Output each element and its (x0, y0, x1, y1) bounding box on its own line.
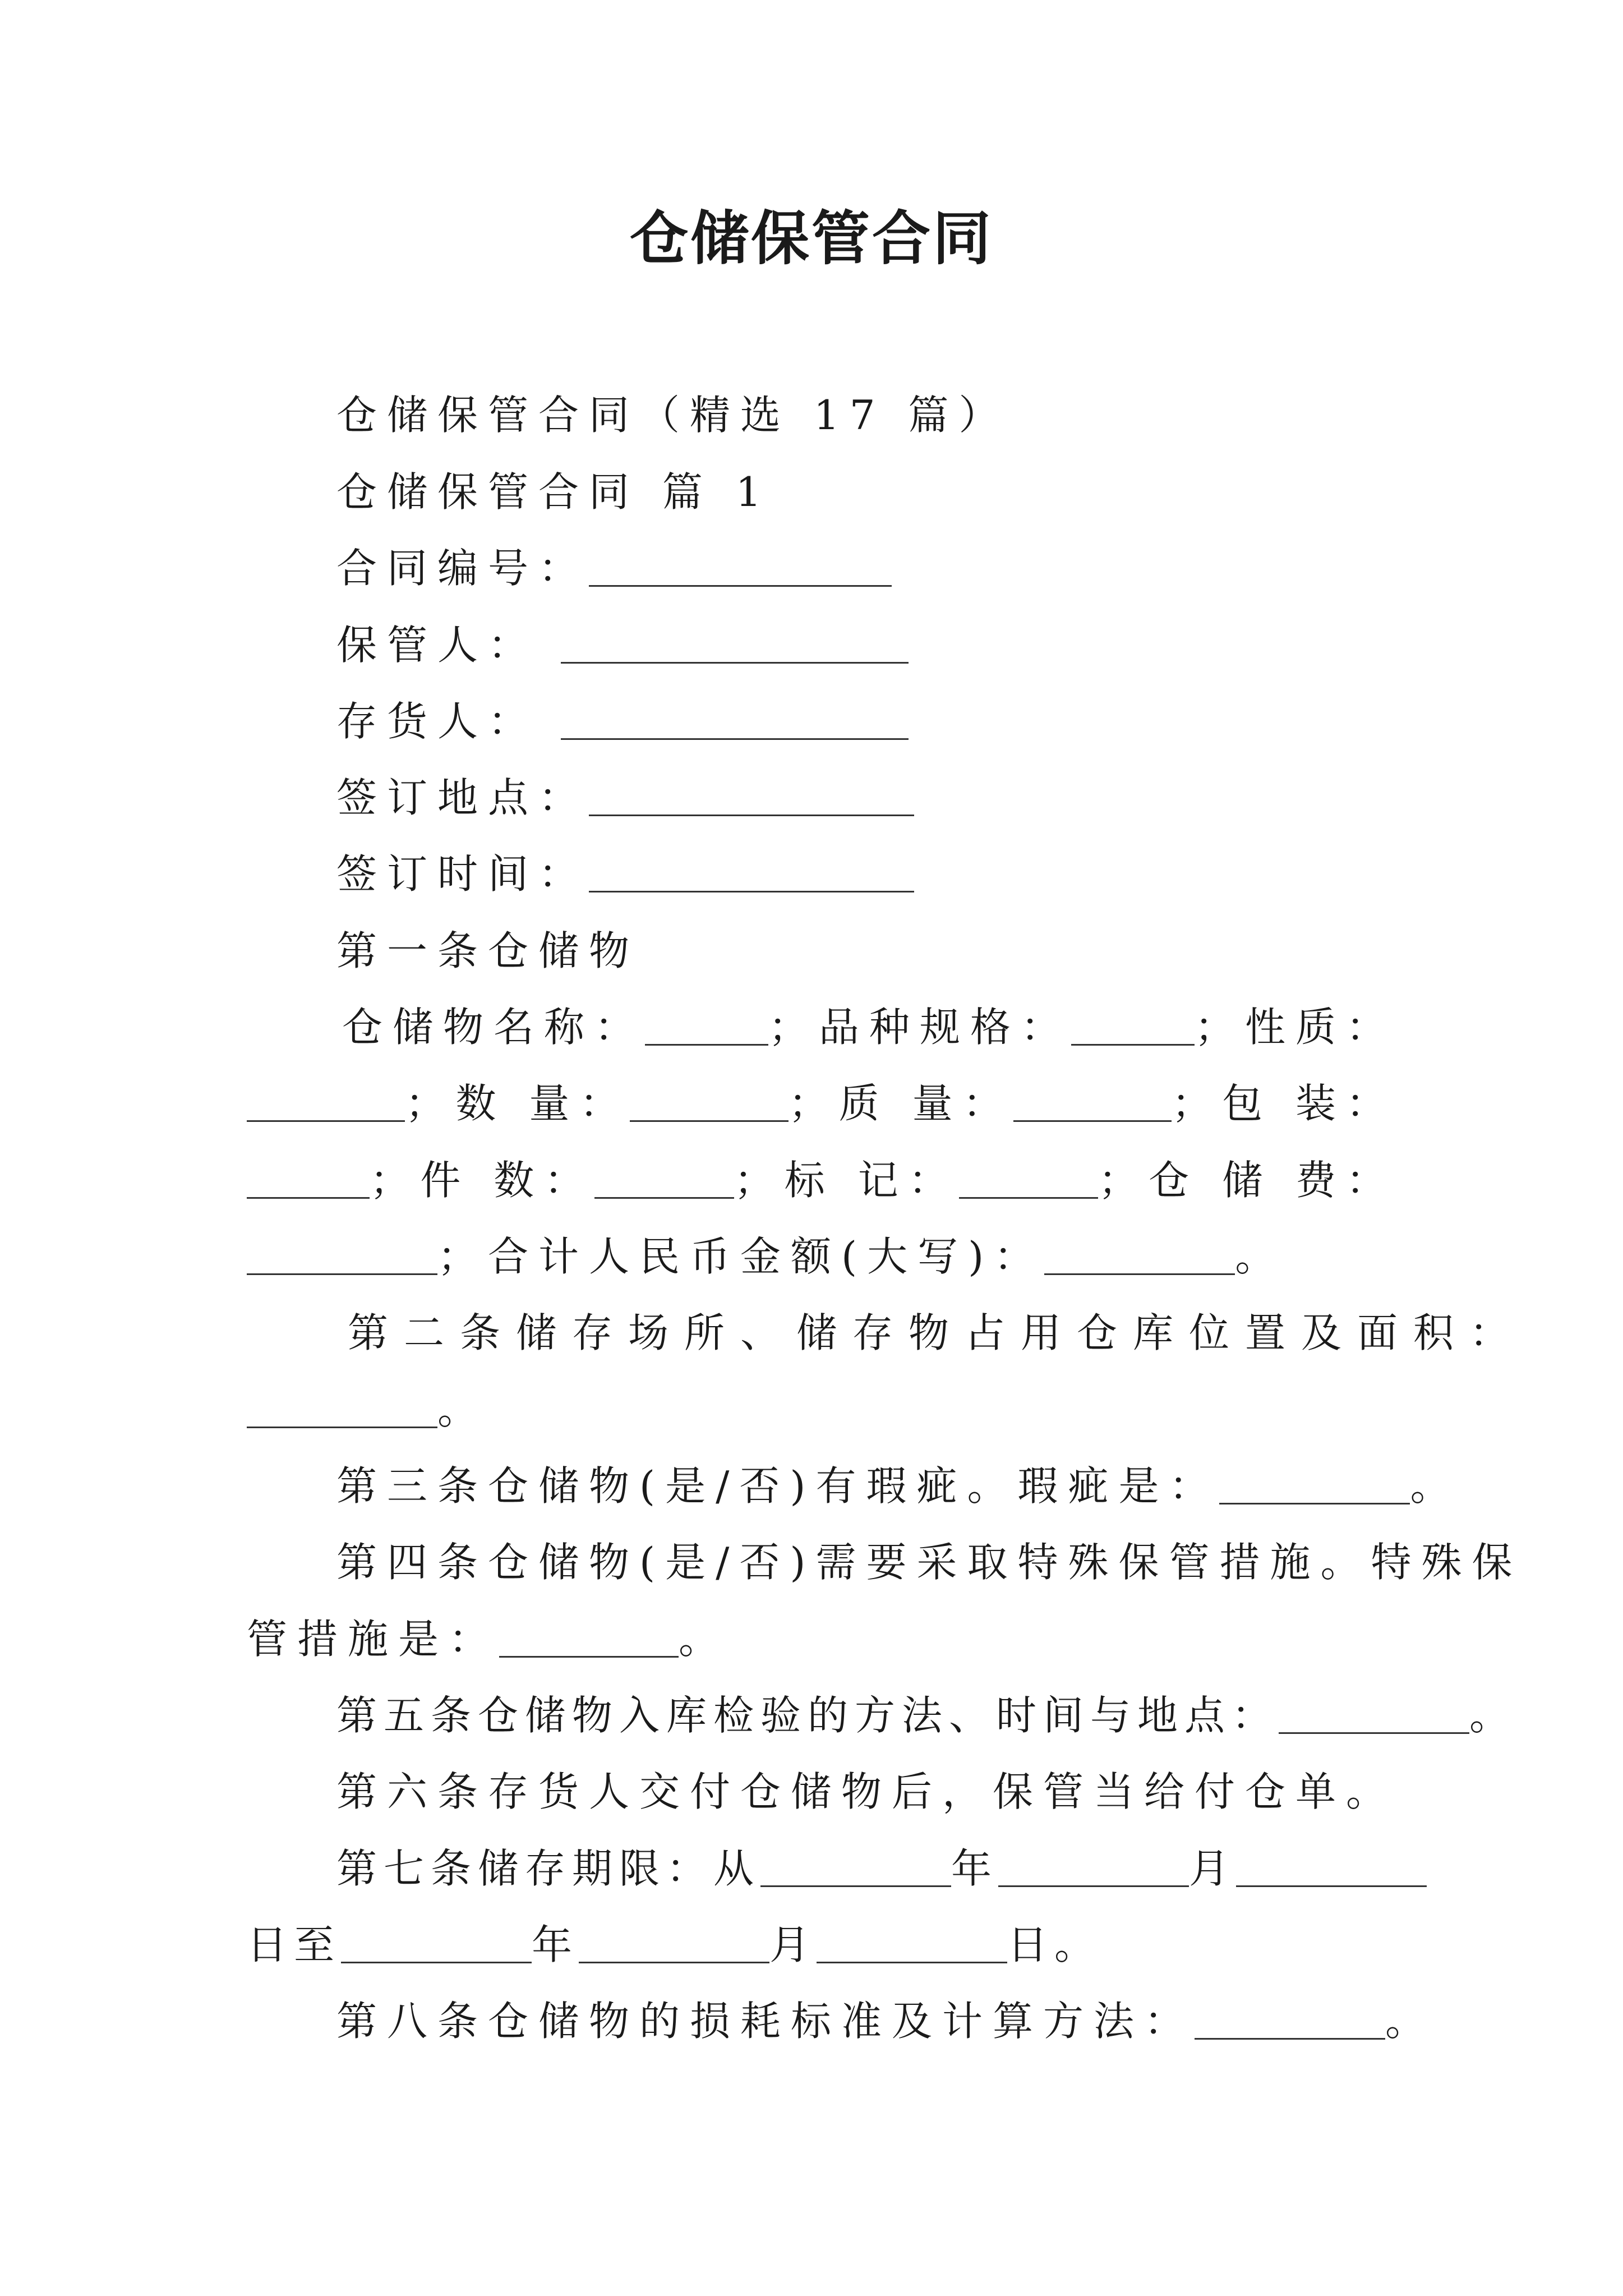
article-1-line-4 (247, 1228, 1285, 1285)
sign-time-row (336, 846, 914, 902)
page-title: 仓储保管合同 (629, 204, 993, 273)
start-year-blank (760, 1852, 951, 1887)
quality-blank (1013, 1087, 1172, 1122)
contract-no-row (336, 540, 892, 596)
nature-label: ；性质： (1194, 1004, 1396, 1051)
sign-time-blank (589, 857, 914, 892)
article-4-text: 管措施是： (247, 1616, 500, 1663)
mark-blank (959, 1163, 1099, 1199)
article-4-line-1: 第四条仓储物(是/否)需要采取特殊保管措施。特殊保 (336, 1539, 1523, 1586)
article-8-text: 第八条仓储物的损耗标准及计算方法： (336, 1998, 1195, 2045)
article-4-blank (499, 1622, 679, 1658)
fee-blank (247, 1240, 437, 1275)
depositor-blank (561, 705, 909, 740)
nature-blank (247, 1087, 405, 1122)
article-2-end: 。 (437, 1386, 488, 1433)
article-7-line-1 (336, 1841, 1427, 1897)
total-blank (1044, 1240, 1235, 1275)
article-2-text: 第二条储存场所、储存物占用仓库位置及面积： (348, 1309, 1526, 1356)
article-2-line-1 (348, 1305, 1526, 1361)
article-4-line-2 (247, 1611, 729, 1667)
end-year-blank (341, 1928, 532, 1963)
keeper-label: 保管人： (336, 622, 539, 669)
article-3-end: 。 (1410, 1462, 1461, 1510)
depositor-label: 存货人： (336, 698, 539, 745)
spec-blank (1071, 1010, 1195, 1046)
end-month-label: 月 (769, 1921, 817, 1968)
qty-blank (630, 1087, 788, 1122)
sign-place-blank (589, 781, 914, 816)
sign-place-label: 签订地点： (336, 774, 589, 821)
contract-no-blank (589, 551, 892, 587)
end-day-label: 日。 (1007, 1921, 1102, 1968)
sign-time-label: 签订时间： (336, 850, 589, 898)
article-5 (336, 1687, 1516, 1743)
article-7-line-2 (247, 1917, 1101, 1973)
article-3-text: 第三条仓储物(是/否)有瑕疵。瑕疵是： (336, 1462, 1220, 1510)
name-blank (645, 1010, 768, 1046)
mark-label: ；标 记： (734, 1157, 959, 1204)
article-1-line-1 (342, 999, 1396, 1055)
article-7-text: 第七条储存期限：从 (336, 1845, 761, 1892)
sign-place-row (336, 770, 914, 826)
pieces-blank (594, 1163, 734, 1199)
article-3 (336, 1458, 1460, 1514)
total-label: ；合计人民币金额(大写)： (437, 1233, 1045, 1280)
pack-label: ；包 装： (1172, 1080, 1396, 1127)
fee-label: ；仓 储 费： (1098, 1157, 1396, 1204)
article-1-line-2 (247, 1075, 1396, 1131)
start-year-label: 年 (951, 1845, 999, 1892)
article-2-blank (247, 1393, 437, 1428)
pieces-label: ；件 数： (370, 1157, 595, 1204)
qty-label: ；数 量： (405, 1080, 630, 1127)
end-month-blank (579, 1928, 769, 1963)
article-4-end: 。 (679, 1616, 730, 1663)
article-2-line-2 (247, 1382, 488, 1438)
article-8-blank (1195, 2004, 1385, 2040)
article-1-line-3 (247, 1152, 1396, 1208)
article-1-end: 。 (1235, 1233, 1286, 1280)
article-3-blank (1219, 1469, 1410, 1504)
article-1-title: 第一条仓储物 (336, 927, 640, 974)
contract-no-label: 合同编号： (336, 545, 589, 592)
section-heading: 仓储保管合同 篇 1 (336, 468, 772, 516)
end-day-blank (817, 1928, 1007, 1963)
spec-label: ；品种规格： (768, 1004, 1071, 1051)
start-month-label: 月 (1189, 1845, 1237, 1892)
subtitle: 仓储保管合同（精选 17 篇） (336, 392, 1009, 439)
article-5-text: 第五条仓储物入库检验的方法、时间与地点： (336, 1692, 1279, 1739)
start-day-blank (1236, 1852, 1427, 1887)
end-year-label: 年 (532, 1921, 579, 1968)
quality-label: ；质 量： (788, 1080, 1013, 1127)
depositor-row (336, 693, 909, 749)
end-prefix: 日至 (247, 1921, 342, 1968)
article-8-end: 。 (1385, 1998, 1436, 2045)
article-5-blank (1279, 1699, 1469, 1734)
start-month-blank (998, 1852, 1189, 1887)
article-5-end: 。 (1469, 1692, 1517, 1739)
keeper-blank (561, 628, 909, 664)
name-label: 仓储物名称： (342, 1004, 645, 1051)
article-6: 第六条存货人交付仓储物后，保管当给付仓单。 (336, 1768, 1397, 1815)
pack-blank (247, 1163, 370, 1199)
keeper-row (336, 617, 909, 673)
article-8 (336, 1993, 1436, 2049)
